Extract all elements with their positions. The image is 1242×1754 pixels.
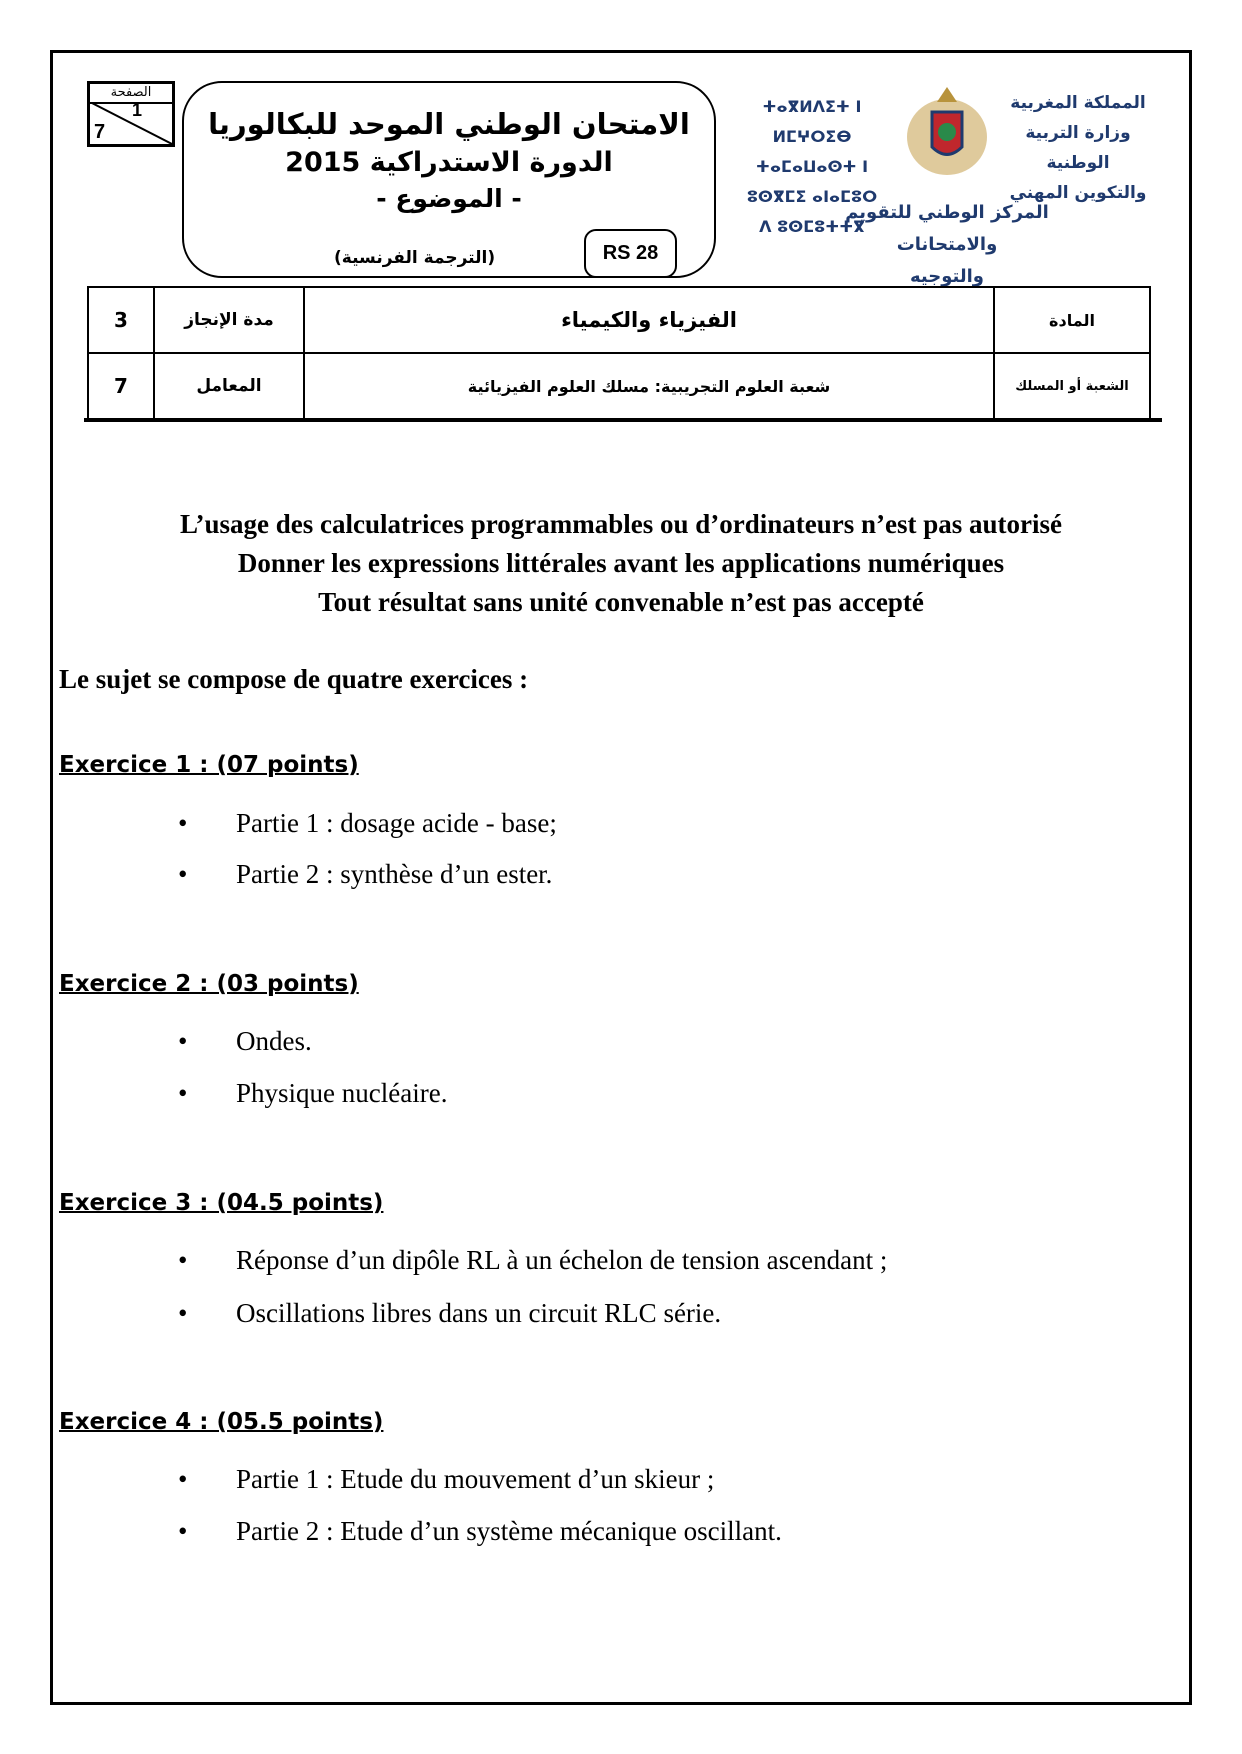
bullet: • bbox=[178, 1298, 188, 1328]
track-value: شعبة العلوم التجريبية: مسلك العلوم الفيزيائية bbox=[304, 353, 994, 419]
bullet: • bbox=[178, 859, 188, 889]
instruction-line: L’usage des calculatrices programmables ou d’ordinateurs n’est pas autorisé bbox=[180, 509, 1062, 539]
bullet: • bbox=[178, 1516, 188, 1546]
bullet: • bbox=[178, 1245, 188, 1275]
ministry-line: والتكوين المهني bbox=[1009, 183, 1147, 203]
center-line: المركز الوطني للتقويم والامتحانات bbox=[845, 202, 1049, 255]
exam-info-table bbox=[87, 286, 1151, 420]
tifinagh-line: ⴷ ⵓⵙⵎⵓⵜⵜⴳ bbox=[759, 217, 865, 236]
exam-title: الامتحان الوطني الموحد للبكالوريا bbox=[208, 107, 690, 141]
page-current: 1 bbox=[131, 100, 142, 120]
list-item: Oscillations libres dans un circuit RLC série. bbox=[236, 1298, 722, 1328]
translation-note: (الترجمة الفرنسية) bbox=[334, 248, 496, 268]
exam-subject-label: - الموضوع - bbox=[376, 184, 522, 213]
header-divider bbox=[84, 418, 1162, 422]
list-item: Ondes. bbox=[236, 1026, 312, 1056]
exam-session: الدورة الاستدراكية 2015 bbox=[285, 147, 613, 178]
duration-label: مدة الإنجاز bbox=[154, 287, 304, 353]
list-item: Partie 1 : dosage acide - base; bbox=[236, 808, 557, 838]
list-item: Réponse d’un dipôle RL à un échelon de tension ascendant ; bbox=[236, 1245, 888, 1275]
tifinagh-line: ⵜⴰⵎⴰⵡⴰⵙⵜ ⵏ ⵓⵙⴳⵎⵉ ⴰⵏⴰⵎⵓⵔ bbox=[746, 157, 878, 206]
list-item: Partie 2 : synthèse d’un ester. bbox=[236, 859, 553, 889]
page-number-box bbox=[87, 81, 175, 147]
page-label: الصفحة bbox=[90, 84, 172, 104]
center-name bbox=[797, 197, 1097, 293]
center-line: والتوجيه bbox=[910, 266, 984, 287]
exercise-3-title: Exercice 3 : (04.5 points) bbox=[59, 1190, 384, 1216]
ministry-name bbox=[1003, 88, 1153, 208]
ministry-line: وزارة التربية الوطنية bbox=[1025, 123, 1131, 173]
tifinagh-line: ⵜⴰⴳⵍⴷⵉⵜ ⵏ ⵍⵎⵖⵔⵉⴱ bbox=[762, 97, 862, 146]
coefficient-label: المعامل bbox=[154, 353, 304, 419]
bullet: • bbox=[178, 808, 188, 838]
ministry-line: المملكة المغربية bbox=[1010, 93, 1146, 113]
list-item: Partie 2 : Etude d’un système mécanique oscillant. bbox=[236, 1516, 782, 1546]
list-item: Physique nucléaire. bbox=[236, 1078, 448, 1108]
exam-code: RS 28 bbox=[584, 229, 677, 278]
coefficient-value: 7 bbox=[88, 353, 154, 419]
subject-label: المادة bbox=[994, 287, 1150, 353]
exercise-4-title: Exercice 4 : (05.5 points) bbox=[59, 1409, 384, 1435]
bullet: • bbox=[178, 1078, 188, 1108]
table-row bbox=[88, 287, 1150, 353]
table-row bbox=[88, 353, 1150, 419]
page-total: 7 bbox=[94, 121, 106, 143]
coat-of-arms-icon bbox=[902, 82, 992, 182]
intro-text: Le sujet se compose de quatre exercices : bbox=[59, 664, 529, 694]
list-item: Partie 1 : Etude du mouvement d’un skieur ; bbox=[236, 1464, 715, 1494]
bullet: • bbox=[178, 1026, 188, 1056]
duration-value: 3 bbox=[88, 287, 154, 353]
instruction-line: Tout résultat sans unité convenable n’est pas accepté bbox=[318, 587, 924, 617]
exercise-2-title: Exercice 2 : (03 points) bbox=[59, 971, 359, 997]
track-label: الشعبة أو المسلك bbox=[994, 353, 1150, 419]
subject-value: الفيزياء والكيمياء bbox=[304, 287, 994, 353]
bullet: • bbox=[178, 1464, 188, 1494]
exercise-1-title: Exercice 1 : (07 points) bbox=[59, 752, 359, 778]
instruction-line: Donner les expressions littérales avant les applications numériques bbox=[237, 548, 1005, 578]
ministry-logo bbox=[727, 82, 1153, 287]
